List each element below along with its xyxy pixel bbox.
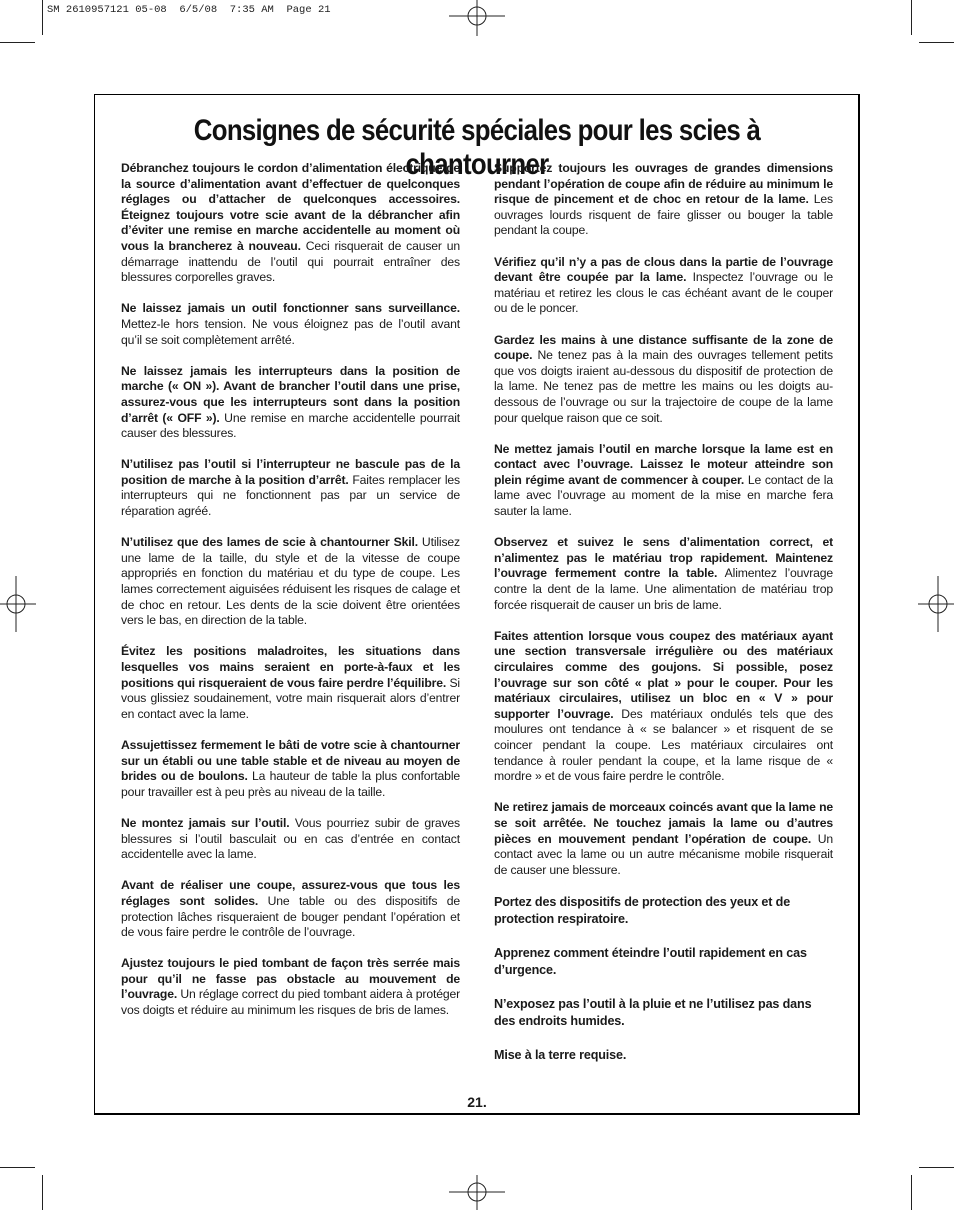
- crop-mark-bottom-left-v: [42, 1175, 43, 1210]
- safety-paragraph: Portez des dispositifs de protection des yeux et de protection respiratoire.: [494, 894, 791, 926]
- left-column: [121, 161, 460, 1034]
- page-title: Consignes de sécurité spéciales pour les scies à chantourner: [193, 114, 761, 181]
- crop-mark-top-right-h: [919, 42, 954, 43]
- registration-mark-bottom-icon: [445, 1175, 509, 1210]
- safety-paragraph: Gardez les mains à une distance suffisante de la zone de coupe. Ne tenez pas à la main des ouvrages tellement petits que vos doigts iraient au-dessous du dispositif de protection de la lame. Ne tenez pas de mettre les mains ou les doigts au-dessous de l’ouvrage ou sur la trajectoire de coupe de la lame pour quelque raison que ce soit.: [494, 332, 833, 425]
- registration-mark-right-icon: [918, 572, 954, 636]
- safety-paragraph: Mise à la terre requise.: [494, 1047, 627, 1062]
- right-column: [494, 161, 833, 1081]
- crop-mark-bottom-right-h: [919, 1167, 954, 1168]
- crop-mark-top-left-h: [0, 42, 35, 43]
- safety-paragraph: N’utilisez pas l’outil si l’interrupteur ne bascule pas de la position de marche à la position d’arrêt. Faites remplacer les interrupteurs qui ne fonctionnent pas par un service de réparation agréé.: [121, 457, 460, 519]
- page-number: 21.: [467, 1094, 487, 1110]
- safety-paragraph: Évitez les positions maladroites, les situations dans lesquelles vos mains seraient en porte-à-faux et les positions qui risqueraient de vous faire perdre l’équilibre. Si vous glissiez soudainement, votre main risquerait alors d’entrer en contact avec la lame.: [121, 644, 460, 721]
- safety-paragraph: Ne laissez jamais les interrupteurs dans la position de marche (« ON »). Avant de brancher l’outil dans une prise, assurez-vous que les interrupteurs sont dans la position d’arrêt (« OFF »). Une remise en marche accidentelle pourrait causer des blessures.: [121, 363, 460, 441]
- safety-paragraph: Faites attention lorsque vous coupez des matériaux ayant une section transversale irrégulière ou des matériaux circulaires comme des goujons. Si possible, posez l’ouvrage sur son côté « plat » pour le couper. Pour les matériaux circulaires, utilisez un bloc en « V » pour supporter l’ouvrage. Des matériaux ondulés tels que des moulures ont tendance à « se balancer » et risquent de se coincer pendant la coupe. Les matériaux circulaires ont tendance à rouler pendant la coupe, et la lame risque de « mordre » et de vous faire perdre le contrôle.: [494, 628, 833, 784]
- printer-slug: SM 2610957121 05-08 6/5/08 7:35 AM Page 21: [47, 4, 331, 16]
- safety-paragraph: Avant de réaliser une coupe, assurez-vous que tous les réglages sont solides. Une table ou des dispositifs de protection lâches risqueraient de bouger pendant l’opération et de vous faire perdre le contrôle de l’ouvrage.: [121, 878, 460, 940]
- safety-paragraph: Ajustez toujours le pied tombant de façon très serrée mais pour qu’il ne fasse pas obstacle au mouvement de l’ouvrage. Un réglage correct du pied tombant aidera à protéger vos doigts et réduire au minimum les risques de bris de lames.: [121, 956, 460, 1018]
- safety-paragraph: Ne montez jamais sur l’outil. Vous pourriez subir de graves blessures si l’outil basculait ou en cas d’entrée en contact accidentelle avec la lame.: [121, 815, 461, 862]
- safety-paragraph: Ne mettez jamais l’outil en marche lorsque la lame est en contact avec l’ouvrage. Laissez le moteur atteindre son plein régime avant de commencer à couper. Le contact de la lame avec l’ouvrage au moment de la mise en marche fera sauter la lame.: [494, 441, 833, 519]
- safety-paragraph: Ne laissez jamais un outil fonctionner sans surveillance. Mettez-le hors tension. Ne vous éloignez pas de l’outil avant qu’il se soit complètement arrêté.: [121, 301, 460, 347]
- safety-paragraph: Ne retirez jamais de morceaux coincés avant que la lame ne se soit arrêtée. Ne touchez jamais la lame ou d’autres pièces en mouvement pendant l’opération de coupe. Un contact avec la lame ou un autre mécanisme mobile risquerait de causer une blessure.: [494, 800, 833, 877]
- crop-mark-bottom-right-v: [911, 1175, 912, 1210]
- safety-paragraph: Observez et suivez le sens d’alimentation correct, et n’alimentez pas le matériau trop rapidement. Maintenez l’ouvrage fermement contre la table. Alimentez l’ouvrage contre la dent de la lame. Une alimentation de matériau trop forcée risquerait de causer un bris de lame.: [494, 535, 833, 612]
- crop-mark-top-right-v: [911, 0, 912, 35]
- safety-paragraph: N’exposez pas l’outil à la pluie et ne l’utilisez pas dans des endroits humides.: [494, 996, 812, 1028]
- safety-paragraph: Assujettissez fermement le bâti de votre scie à chantourner sur un établi ou une table stable et de niveau au moyen de brides ou de boulons. La hauteur de table la plus confortable pour travailler est à peu près au niveau de la taille.: [121, 737, 460, 799]
- crop-mark-top-left-v: [42, 0, 43, 35]
- safety-paragraph: Vérifiez qu’il n’y a pas de clous dans la partie de l’ouvrage devant être coupée par la lame. Inspectez l’ouvrage ou le matériau et retirez les clous le cas échéant avant de le couper ou de le poncer.: [494, 254, 833, 316]
- safety-paragraph: Apprenez comment éteindre l’outil rapidement en cas d’urgence.: [494, 945, 807, 977]
- safety-paragraph: Débranchez toujours le cordon d’alimentation électrique de la source d’alimentation avant d’effectuer de quelconques réglages ou d’attacher de quelconques accessoires. Éteignez toujours votre scie avant de la débrancher afin d’éviter une remise en marche accidentelle au moment où vous la brancherez à nouveau. Ceci risquerait de causer un démarrage inattendu de l’outil qui pourrait entraîner des blessures corporelles graves.: [121, 161, 461, 285]
- safety-paragraph: Supportez toujours les ouvrages de grandes dimensions pendant l’opération de coupe afin de réduire au minimum le risque de pincement et de choc en retour de la lame. Les ouvrages lourds risquent de faire glisser ou bouger la table pendant la coupe.: [494, 161, 833, 238]
- crop-mark-bottom-left-h: [0, 1167, 35, 1168]
- registration-mark-top-icon: [445, 0, 509, 36]
- safety-paragraph: N’utilisez que des lames de scie à chantourner Skil. Utilisez une lame de la taille, du style et de la vitesse de coupe appropriés en fonction du matériau et du type de coupe. Les lames correctement aiguisées réduisent les risques de calage et de choc en retour. Les dents de la scie doivent être orientées vers le bas, en direction de la table.: [121, 535, 461, 628]
- registration-mark-left-icon: [0, 572, 36, 636]
